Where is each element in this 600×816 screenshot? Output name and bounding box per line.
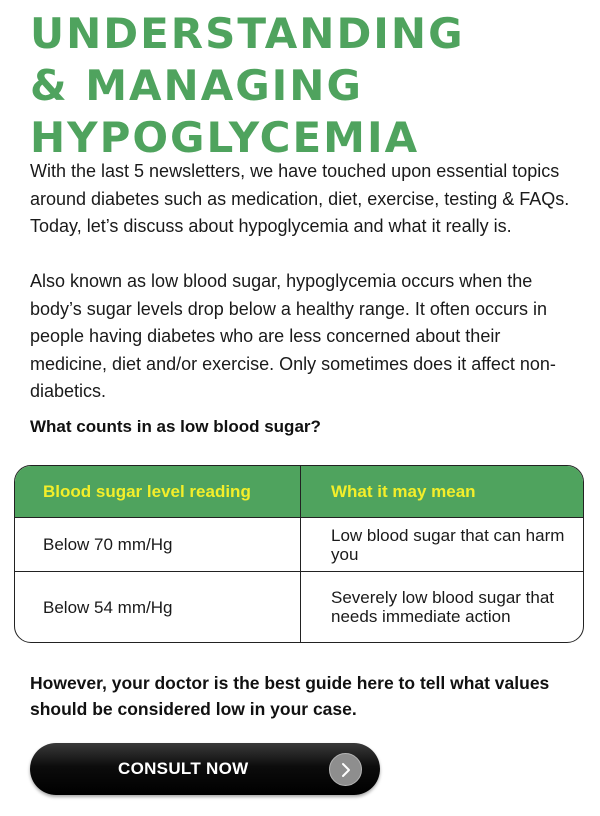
chevron-right-icon-glyph: [339, 762, 353, 778]
section-question: What counts in as low blood sugar?: [30, 417, 321, 436]
blood-sugar-table: [14, 465, 584, 643]
table-row: [15, 518, 583, 572]
title-line-3: HYPOGLYCEMIA: [30, 113, 420, 162]
table-row: [15, 572, 583, 642]
table-header-meaning: What it may mean: [331, 481, 476, 501]
intro-paragraph-2: Also known as low blood sugar, hypoglycemia occurs when the body’s sugar levels drop below a healthy range. It often occurs in people having diabetes who are less concerned about their medicine, diet and/or exercise. Only sometimes does it affect non-diabetics.: [30, 271, 556, 401]
table-cell-meaning: Low blood sugar that can harm you: [331, 525, 565, 564]
table-cell-reading: Below 54 mm/Hg: [15, 572, 301, 642]
table-header-row: [15, 466, 583, 518]
table-header-reading: Blood sugar level reading: [15, 466, 301, 517]
title-line-2: & MANAGING: [30, 61, 363, 110]
table-cell-reading: Below 70 mm/Hg: [15, 518, 301, 571]
consult-now-button[interactable]: [30, 743, 380, 795]
consult-now-label: CONSULT NOW: [118, 759, 249, 778]
intro-paragraph-1: With the last 5 newsletters, we have touched upon essential topics around diabetes such as medication, diet, exercise, testing & FAQs. Today, let’s discuss about hypoglycemia and what it really is.: [30, 161, 570, 236]
chevron-right-icon: [329, 753, 362, 786]
closing-note: However, your doctor is the best guide here to tell what values should be considered low in your case.: [30, 673, 550, 719]
table-cell-meaning: Severely low blood sugar that needs immediate action: [331, 588, 555, 626]
page-title: [30, 8, 590, 164]
title-line-1: UNDERSTANDING: [30, 9, 465, 58]
